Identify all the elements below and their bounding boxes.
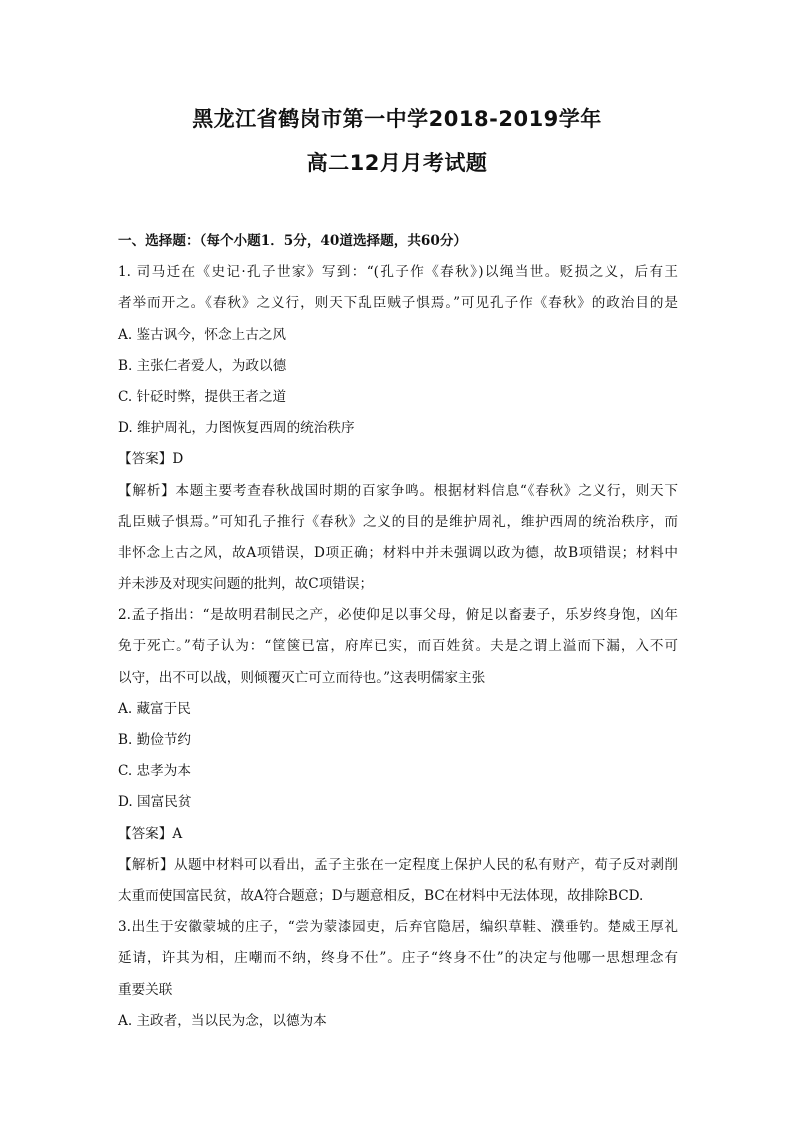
- question-lines: [118, 257, 678, 1037]
- text-line: 乱臣贼子惧焉。”可知孔子推行《春秋》之义的目的是维护周礼，维护西周的统治秩序，而: [118, 513, 678, 530]
- exam-title-line2: 高二12月月考试题: [306, 151, 488, 175]
- text-line: 1. 司马迁在《史记·孔子世家》写到：“(孔子作《春秋》)以绳当世。贬损之义，后有王: [118, 264, 678, 281]
- text-line: C. 针砭时弊，提供王者之道: [118, 388, 287, 405]
- text-line: 2.孟子指出：“是故明君制民之产，必使仰足以事父母，俯足以畜妻子，乐岁终身饱，凶年: [118, 607, 678, 624]
- text-line: A. 鉴古讽今，怀念上古之风: [118, 326, 286, 343]
- text-line: B. 主张仁者爱人，为政以德: [118, 357, 287, 374]
- exam-title-line1: 黑龙江省鹤岗市第一中学2018-2019学年: [192, 107, 602, 131]
- text-line: C. 忠孝为本: [118, 763, 191, 780]
- exam-content: [118, 226, 678, 1037]
- text-line: 并未涉及对现实问题的批判，故C项错误；: [118, 576, 374, 593]
- text-line: 太重而使国富民贫，故A符合题意；D与题意相反，BC在材料中无法体现，故排除BCD.: [118, 887, 644, 904]
- text-line: 以守，出不可以战，则倾覆灭亡可立而待也。”这表明儒家主张: [118, 669, 486, 686]
- text-line: A. 藏富于民: [118, 700, 191, 717]
- text-line: 非怀念上古之风，故A项错误，D项正确；材料中并未强调以政为德，故B项错误；材料中: [118, 544, 678, 561]
- text-line: 免于死亡。”荀子认为：“筐箧已富，府库已实，而百姓贫。夫是之谓上溢而下漏，入不可: [118, 638, 678, 655]
- text-line: 者举而开之。《春秋》之义行，则天下乱臣贼子惧焉。”可见孔子作《春秋》的政治目的是: [118, 295, 678, 312]
- text-line: 重要关联: [118, 981, 173, 998]
- text-line: 延请，许其为相，庄嘲而不纳，终身不仕”。庄子“终身不仕”的决定与他哪一思想理念有: [118, 950, 678, 967]
- text-line: 【答案】A: [118, 825, 183, 842]
- section-heading: 一、选择题：（每个小题1．5分，40道选择题，共60分）: [118, 233, 468, 249]
- text-line: 【答案】D: [118, 451, 184, 468]
- text-line: D. 维护周礼，力图恢复西周的统治秩序: [118, 420, 355, 437]
- text-line: 【解析】从题中材料可以看出，孟子主张在一定程度上保护人民的私有财产，荀子反对剥削: [118, 856, 678, 873]
- text-line: 3.出生于安徽蒙城的庄子，“尝为蒙漆园吏，后弃官隐居，编织草鞋、濮垂钓。楚威王厚礼: [118, 919, 678, 936]
- text-line: D. 国富民贫: [118, 794, 192, 811]
- text-line: A. 主政者，当以民为念，以德为本: [118, 1012, 327, 1029]
- text-line: B. 勤俭节约: [118, 732, 192, 748]
- text-line: 【解析】本题主要考查春秋战国时期的百家争鸣。根据材料信息“《春秋》之义行，则天下: [118, 482, 678, 499]
